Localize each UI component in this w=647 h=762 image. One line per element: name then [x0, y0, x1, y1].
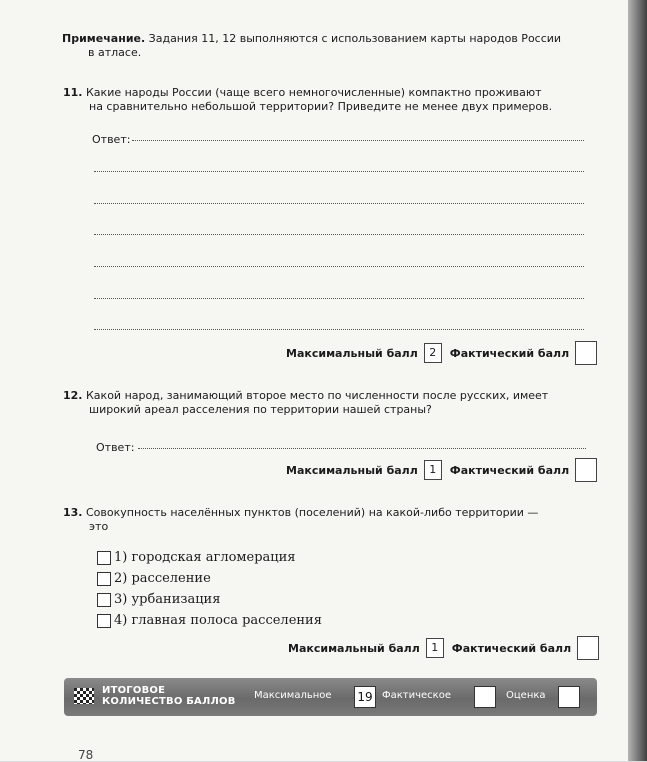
question-text: Какой народ, занимающий второе место по численности после русских, имеет	[82, 389, 549, 402]
option-checkbox[interactable]	[97, 614, 111, 628]
answer-line[interactable]	[94, 266, 584, 267]
actual-score-label: Фактический балл	[451, 641, 572, 655]
answer-label: Ответ:	[96, 441, 135, 454]
question-13	[63, 506, 593, 534]
question-11	[63, 86, 593, 114]
option-checkbox[interactable]	[97, 593, 111, 607]
option-label: 4) главная полоса расселения	[114, 613, 322, 628]
question-text: Какие народы России (чаще всего немногочисленные) компактно проживают	[82, 86, 542, 99]
note	[62, 32, 592, 60]
max-score-box: 1	[424, 460, 442, 480]
answer-line[interactable]	[138, 448, 586, 449]
max-score-box: 1	[426, 638, 444, 658]
totals-bar	[64, 678, 597, 716]
question-text: Совокупность населённых пунктов (поселений) на какой-либо территории —	[82, 506, 539, 519]
checkered-flag-icon	[74, 688, 94, 704]
question-text-cont: широкий ареал расселения по территории нашей страны?	[89, 403, 432, 416]
total-actual-label: Фактическое	[382, 690, 451, 701]
option-checkbox[interactable]	[97, 572, 111, 586]
totals-title-line: ИТОГОВОЕ	[102, 685, 166, 696]
option-label: 2) расселение	[114, 571, 211, 586]
totals-title-line: КОЛИЧЕСТВО БАЛЛОВ	[102, 696, 236, 707]
score-row	[288, 636, 599, 660]
option-2[interactable]	[97, 570, 211, 588]
option-label: 1) городская агломерация	[114, 550, 296, 565]
option-4[interactable]	[97, 612, 322, 630]
answer-line[interactable]	[94, 203, 584, 204]
actual-score-label: Фактический балл	[449, 346, 570, 360]
option-3[interactable]	[97, 591, 220, 609]
total-actual-box[interactable]	[474, 686, 496, 708]
grade-label: Оценка	[506, 690, 546, 701]
total-max-label: Максимальное	[254, 690, 332, 701]
answer-line[interactable]	[94, 171, 584, 172]
max-score-label: Максимальный балл	[288, 641, 420, 655]
max-score-box: 2	[424, 343, 442, 363]
option-label: 3) урбанизация	[114, 592, 221, 607]
score-row	[286, 341, 597, 365]
question-number: 12.	[63, 389, 83, 402]
answer-label: Ответ:	[92, 133, 131, 146]
note-text-cont: в атласе.	[88, 46, 142, 59]
score-row	[286, 458, 597, 482]
actual-score-box[interactable]	[575, 458, 597, 482]
question-number: 11.	[63, 86, 83, 99]
answer-line[interactable]	[132, 140, 584, 141]
option-checkbox[interactable]	[97, 551, 111, 565]
option-1[interactable]	[97, 549, 296, 567]
totals-title	[102, 685, 236, 707]
answer-line[interactable]	[94, 298, 584, 299]
note-label: Примечание.	[62, 32, 146, 45]
total-max-box: 19	[354, 686, 376, 708]
page-number: 78	[78, 748, 94, 762]
question-text-cont: на сравнительно небольшой территории? Приведите не менее двух примеров.	[89, 100, 553, 113]
grade-box[interactable]	[558, 686, 580, 708]
question-number: 13.	[63, 506, 83, 519]
actual-score-label: Фактический балл	[449, 463, 570, 477]
answer-line[interactable]	[94, 234, 584, 235]
answer-line[interactable]	[94, 329, 584, 330]
actual-score-box[interactable]	[575, 341, 597, 365]
note-text: Задания 11, 12 выполняются с использованием карты народов России	[145, 32, 562, 45]
question-12	[63, 389, 593, 417]
book-spine	[628, 0, 647, 761]
actual-score-box[interactable]	[577, 636, 599, 660]
max-score-label: Максимальный балл	[286, 346, 418, 360]
question-text-cont: это	[89, 520, 109, 533]
max-score-label: Максимальный балл	[286, 463, 418, 477]
